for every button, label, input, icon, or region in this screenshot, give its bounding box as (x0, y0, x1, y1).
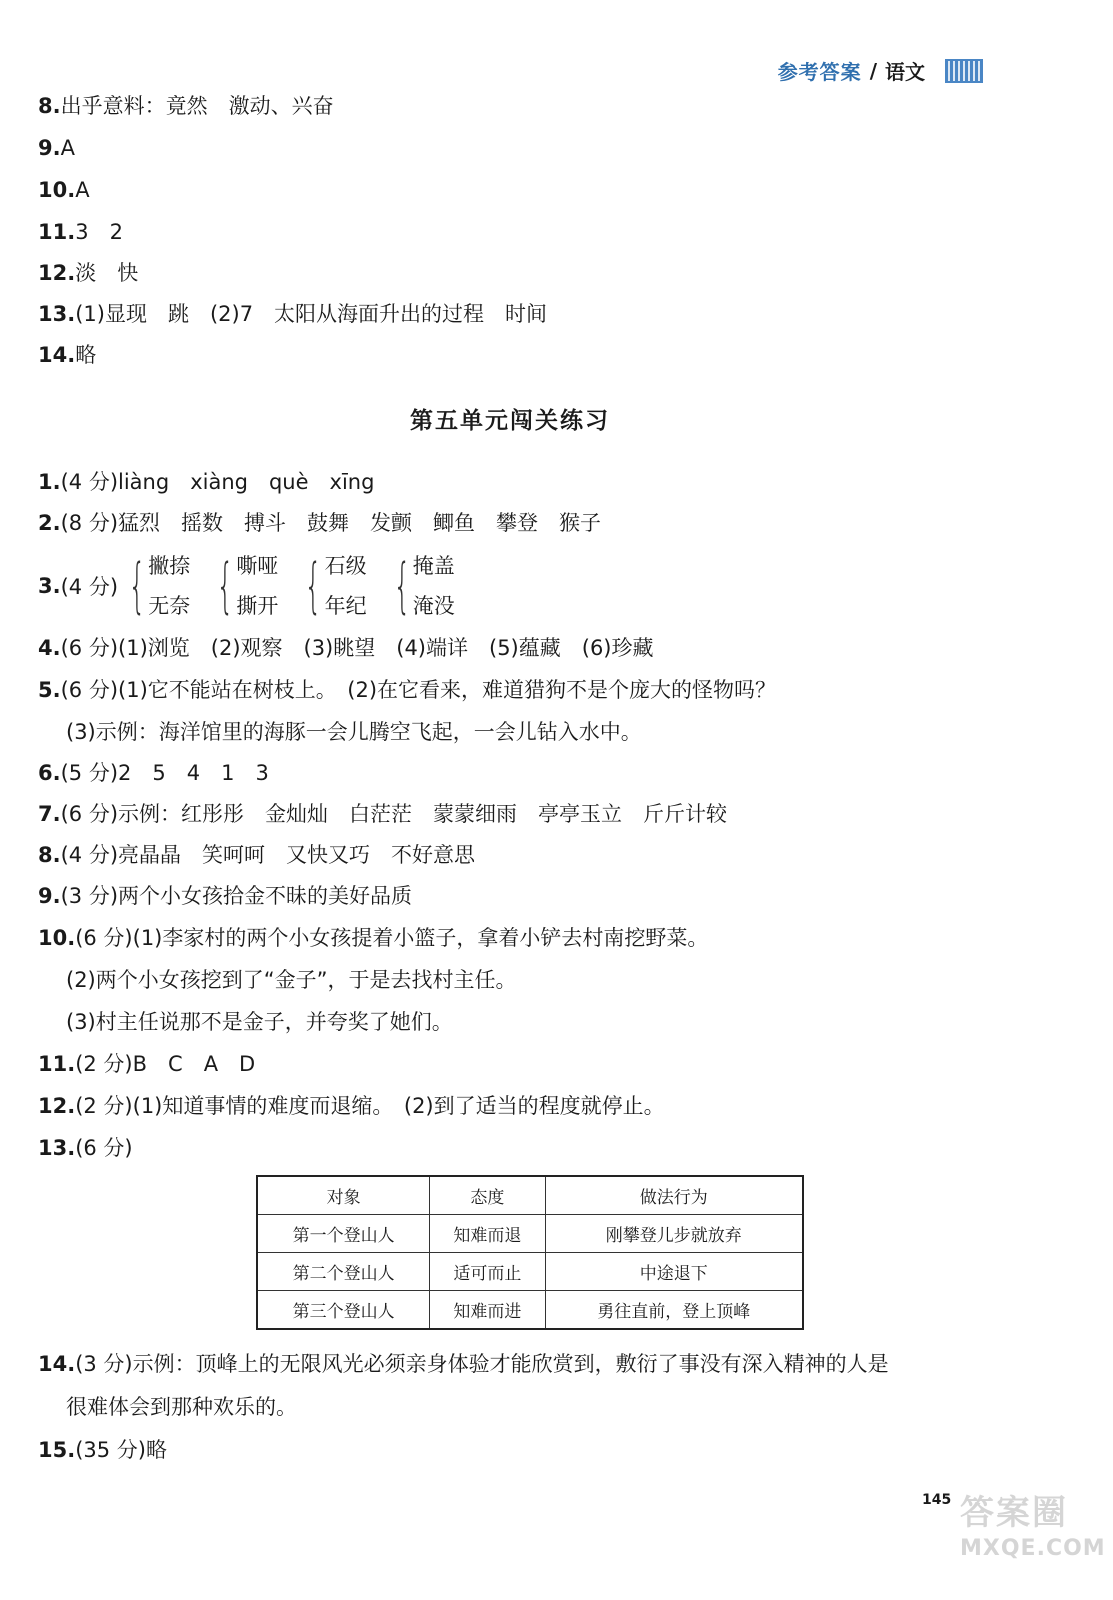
question-number: 1. (38, 470, 61, 494)
table-header-cell: 对象 (257, 1176, 430, 1215)
question-number: 11. (38, 1052, 76, 1076)
table-cell: 第二个登山人 (257, 1253, 430, 1291)
question-answer: (6 分) (75, 1136, 133, 1160)
word-pair-group (124, 552, 206, 620)
table-cell: 第三个登山人 (257, 1291, 430, 1330)
word-pair-group (389, 552, 471, 620)
question-10-line3: (3)村主任说那不是金子，并夸奖了她们。 (66, 1010, 453, 1034)
answer-9-top (38, 134, 75, 162)
question-4 (38, 634, 654, 662)
left-brace-icon: { (393, 551, 411, 621)
question-11 (38, 1050, 255, 1078)
answer-number: 14. (38, 343, 76, 367)
question-number: 13. (38, 1136, 76, 1160)
question-12 (38, 1092, 665, 1120)
table-cell: 第一个登山人 (257, 1215, 430, 1253)
table-header-cell: 做法行为 (545, 1176, 803, 1215)
word-top: 掩盖 (412, 554, 455, 578)
question-answer: (6 分)(1)浏览 (2)观察 (3)眺望 (4)端详 (5)蕴藏 (6)珍藏 (60, 636, 654, 660)
question-answer: (6 分)示例：红彤彤 金灿灿 白茫茫 蒙蒙细雨 亭亭玉立 斤斤计较 (60, 802, 728, 826)
question-answer: (2 分)(1)知道事情的难度而退缩。 (2)到了适当的程度就停止。 (75, 1094, 665, 1118)
answer-14-top (38, 341, 96, 369)
answer-number: 9. (38, 136, 61, 160)
question-answer: (6 分)(1)李家村的两个小女孩提着小篮子，拿着小铲去村南挖野菜。 (75, 926, 709, 950)
answer-number: 12. (38, 261, 76, 285)
answer-13-top (38, 300, 547, 328)
question-answer: (3 分)示例：顶峰上的无限风光必须亲身体验才能欣赏到，敷衍了事没有深入精神的人是 (75, 1352, 889, 1376)
header-subject: 语文 (885, 60, 925, 84)
question-number: 8. (38, 843, 61, 867)
page-header (778, 56, 983, 85)
table-header-row (257, 1176, 803, 1215)
answer-text: (1)显现 跳 (2)7 太阳从海面升出的过程 时间 (75, 302, 548, 326)
question-answer: (2 分)B C A D (75, 1052, 256, 1076)
question-number: 6. (38, 761, 61, 785)
table-cell: 刚攀登儿步就放弃 (545, 1215, 803, 1253)
left-brace-icon: { (128, 551, 146, 621)
table-row (257, 1291, 803, 1330)
word-pair-group (300, 552, 382, 620)
table-header-cell: 态度 (430, 1176, 545, 1215)
table-cell: 中途退下 (545, 1253, 803, 1291)
word-bottom: 无奈 (148, 594, 191, 618)
watermark-logo (960, 1490, 1106, 1590)
answer-11-top (38, 218, 123, 246)
header-answer-label: 参考答案 (777, 60, 862, 84)
table-cell: 知难而退 (430, 1215, 545, 1253)
header-stripe-decoration (945, 59, 983, 83)
question-1 (38, 468, 374, 496)
climbers-table (256, 1175, 804, 1330)
answer-8-top (38, 92, 334, 120)
answer-text: A (75, 178, 90, 202)
section-title: 第五单元闯关练习 (410, 408, 610, 434)
answer-number: 8. (38, 94, 61, 118)
question-6 (38, 759, 269, 787)
answer-number: 11. (38, 220, 76, 244)
answer-text: 3 2 (75, 220, 123, 244)
word-top: 石级 (324, 554, 367, 578)
word-top: 撇捺 (148, 554, 191, 578)
question-10 (38, 924, 708, 952)
question-14 (38, 1350, 889, 1378)
answer-text: A (60, 136, 75, 160)
answer-12-top (38, 259, 138, 287)
header-slash: / (869, 58, 877, 83)
question-5-line2: (3)示例：海洋馆里的海豚一会儿腾空飞起，一会儿钻入水中。 (66, 720, 642, 744)
question-7 (38, 800, 727, 828)
question-answer: (4 分)亮晶晶 笑呵呵 又快又巧 不好意思 (60, 843, 476, 867)
word-bottom: 年纪 (324, 594, 367, 618)
question-9 (38, 882, 412, 910)
question-5 (38, 676, 776, 704)
question-number: 5. (38, 678, 61, 702)
answer-number: 10. (38, 178, 76, 202)
word-top: 嘶哑 (236, 554, 279, 578)
question-number: 12. (38, 1094, 76, 1118)
answer-10-top (38, 176, 90, 204)
question-15 (38, 1436, 167, 1464)
question-answer: (3 分)两个小女孩拾金不昧的美好品质 (60, 884, 413, 908)
question-number: 2. (38, 511, 61, 535)
watermark-top: 答案圈 (960, 1493, 1068, 1533)
question-answer: (35 分)略 (75, 1438, 167, 1462)
table-cell: 勇往直前，登上顶峰 (545, 1291, 803, 1330)
question-answer: (4 分)liàng xiàng què xīng (60, 470, 375, 494)
left-brace-icon: { (216, 551, 234, 621)
word-bottom: 淹没 (412, 594, 455, 618)
question-10-line2: (2)两个小女孩挖到了“金子”，于是去找村主任。 (66, 968, 517, 992)
question-13 (38, 1134, 133, 1162)
question-3 (38, 552, 471, 620)
answer-text: 出乎意料：竟然 激动、兴奋 (60, 94, 334, 118)
question-2 (38, 509, 601, 537)
table-cell: 适可而止 (430, 1253, 545, 1291)
question-score: (4 分) (60, 575, 119, 599)
question-number: 7. (38, 802, 61, 826)
table-cell: 知难而进 (430, 1291, 545, 1330)
question-8 (38, 841, 475, 869)
question-number: 9. (38, 884, 61, 908)
answer-text: 略 (75, 343, 97, 367)
question-number: 14. (38, 1352, 76, 1376)
table-row (257, 1215, 803, 1253)
left-brace-icon: { (304, 551, 323, 621)
question-number: 3. (38, 574, 61, 598)
word-bottom: 撕开 (236, 594, 279, 618)
question-number: 10. (38, 926, 76, 950)
table-row (257, 1253, 803, 1291)
answer-number: 13. (38, 302, 76, 326)
watermark-bottom: MXQE.COM (960, 1536, 1106, 1561)
word-pair-group (212, 552, 294, 620)
question-14-line2: 很难体会到那种欢乐的。 (66, 1395, 297, 1419)
question-number: 15. (38, 1438, 76, 1462)
question-answer: (8 分)猛烈 摇数 搏斗 鼓舞 发颤 鲫鱼 攀登 猴子 (60, 511, 602, 535)
question-answer: (6 分)(1)它不能站在树枝上。 (2)在它看来，难道猎狗不是个庞大的怪物吗？ (60, 678, 777, 702)
question-answer: (5 分)2 5 4 1 3 (60, 761, 269, 785)
question-number: 4. (38, 636, 61, 660)
page-number: 145 (922, 1492, 952, 1508)
answer-text: 淡 快 (75, 261, 139, 285)
